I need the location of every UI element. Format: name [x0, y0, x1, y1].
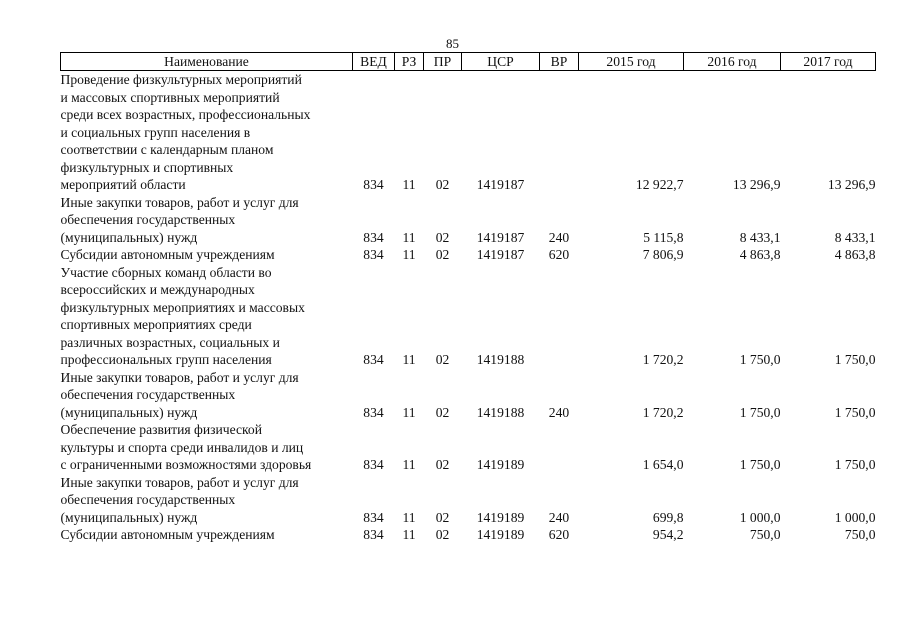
- name-line: (муниципальных) нужд: [60, 509, 198, 525]
- name-line: мероприятий области: [60, 177, 186, 192]
- cell-2016: 750,0: [749, 527, 781, 542]
- name-line: Субсидии автономным учреждениям: [60, 247, 275, 262]
- cell-2017: 8 433,1: [834, 229, 876, 245]
- cell-2016: 1 750,0: [739, 404, 781, 420]
- name-line: Проведение физкультурных мероприятий: [60, 72, 302, 87]
- cell-2016: 4 863,8: [739, 247, 781, 262]
- page-number: 85: [446, 36, 459, 51]
- header-ved: ВЕД: [353, 53, 395, 71]
- header-2015: 2015 год: [579, 53, 684, 71]
- cell-2016: 13 296,9: [732, 177, 781, 192]
- table-row: [61, 264, 876, 369]
- name-line: и социальных групп населения в: [60, 124, 251, 140]
- cell-2017: 1 750,0: [834, 352, 876, 367]
- cell-pr: 02: [435, 457, 450, 472]
- name-line: с ограниченными возможностями здоровья: [60, 457, 312, 472]
- row-name: [61, 71, 353, 194]
- cell-pr: 02: [435, 509, 450, 525]
- cell-rz: 11: [402, 247, 416, 262]
- cell-2016: 8 433,1: [739, 229, 781, 245]
- name-line: обеспечения государственных: [60, 212, 236, 227]
- cell-rz: 11: [402, 457, 416, 472]
- cell-2016: 1 750,0: [739, 457, 781, 472]
- cell-ved: 834: [363, 527, 384, 542]
- cell-vr: 240: [548, 404, 570, 420]
- cell-2015: 1 654,0: [642, 457, 684, 472]
- cell-rz: 11: [402, 229, 416, 245]
- cell-vr: 620: [548, 527, 570, 542]
- cell-2015: 7 806,9: [642, 247, 684, 262]
- cell-2015: 954,2: [652, 527, 684, 542]
- table-row: [61, 526, 876, 544]
- row-name: [61, 264, 353, 369]
- header-csr: ЦСР: [462, 53, 540, 71]
- name-line: Субсидии автономным учреждениям: [60, 527, 275, 542]
- name-line: спортивных мероприятиях среди: [60, 317, 252, 332]
- table-header-row: [61, 53, 876, 71]
- header-name: Наименование: [61, 53, 353, 71]
- header-2016: 2016 год: [684, 53, 781, 71]
- name-line: различных возрастных, социальных и: [60, 334, 280, 350]
- cell-rz: 11: [402, 527, 416, 542]
- name-line: профессиональных групп населения: [60, 352, 272, 367]
- cell-rz: 11: [402, 177, 416, 192]
- cell-2017: 4 863,8: [834, 247, 876, 262]
- cell-csr: 1419189: [476, 509, 525, 525]
- cell-vr: [540, 71, 579, 194]
- name-line: Иные закупки товаров, работ и услуг для: [60, 369, 299, 385]
- cell-2017: 1 750,0: [834, 457, 876, 472]
- cell-ved: 834: [363, 247, 384, 262]
- name-line: Обеспечение развития физической: [60, 422, 262, 437]
- cell-pr: 02: [435, 177, 450, 192]
- cell-ved: 834: [363, 457, 384, 472]
- cell-vr: [540, 264, 579, 369]
- name-line: Иные закупки товаров, работ и услуг для: [60, 194, 299, 210]
- cell-rz: 11: [402, 509, 416, 525]
- name-line: соответствии с календарным планом: [60, 142, 274, 157]
- cell-2015: 5 115,8: [643, 229, 684, 245]
- table-row: [61, 421, 876, 474]
- row-name: [61, 474, 353, 527]
- name-line: (муниципальных) нужд: [60, 404, 198, 420]
- cell-csr: 1419188: [476, 352, 525, 367]
- cell-2017: 13 296,9: [827, 177, 876, 192]
- cell-2017: 1 000,0: [834, 509, 876, 525]
- name-line: культуры и спорта среди инвалидов и лиц: [60, 439, 304, 455]
- cell-csr: 1419187: [476, 247, 525, 262]
- cell-2015: 1 720,2: [642, 404, 684, 420]
- header-rz: РЗ: [395, 53, 424, 71]
- name-line: обеспечения государственных: [60, 492, 236, 507]
- name-line: физкультурных и спортивных: [60, 159, 234, 175]
- name-line: Участие сборных команд области во: [60, 264, 272, 280]
- row-name: [61, 421, 353, 474]
- cell-vr: [540, 421, 579, 474]
- cell-vr: 240: [548, 229, 570, 245]
- header-2017: 2017 год: [781, 53, 876, 71]
- cell-csr: 1419189: [476, 457, 525, 472]
- cell-ved: 834: [363, 509, 384, 525]
- table-row: [61, 474, 876, 527]
- name-line: всероссийских и международных: [60, 282, 255, 297]
- cell-2015: 12 922,7: [635, 177, 684, 192]
- cell-csr: 1419188: [476, 404, 525, 420]
- name-line: среди всех возрастных, профессиональных: [60, 107, 311, 122]
- cell-csr: 1419187: [476, 229, 525, 245]
- table-row: [61, 71, 876, 194]
- cell-csr: 1419189: [476, 527, 525, 542]
- cell-pr: 02: [435, 229, 450, 245]
- cell-vr: 240: [548, 509, 570, 525]
- cell-pr: 02: [435, 352, 450, 367]
- name-line: физкультурных мероприятиях и массовых: [60, 299, 305, 315]
- cell-2016: 1 000,0: [739, 509, 781, 525]
- cell-ved: 834: [363, 177, 384, 192]
- cell-ved: 834: [363, 404, 384, 420]
- row-name: [61, 246, 353, 264]
- cell-2015: 1 720,2: [642, 352, 684, 367]
- table-row: [61, 246, 876, 264]
- name-line: Иные закупки товаров, работ и услуг для: [60, 474, 299, 490]
- header-vr: ВР: [540, 53, 579, 71]
- name-line: и массовых спортивных мероприятий: [60, 89, 280, 105]
- cell-rz: 11: [402, 352, 416, 367]
- cell-2015: 699,8: [652, 509, 684, 525]
- row-name: [61, 194, 353, 247]
- name-line: обеспечения государственных: [60, 387, 236, 402]
- cell-pr: 02: [435, 404, 450, 420]
- cell-2016: 1 750,0: [739, 352, 781, 367]
- cell-pr: 02: [435, 527, 450, 542]
- cell-vr: 620: [548, 247, 570, 262]
- name-line: (муниципальных) нужд: [60, 229, 198, 245]
- cell-csr: 1419187: [476, 177, 525, 192]
- cell-2017: 750,0: [844, 527, 876, 542]
- table-row: [61, 194, 876, 247]
- cell-ved: 834: [363, 352, 384, 367]
- budget-table: [60, 52, 876, 544]
- cell-ved: 834: [363, 229, 384, 245]
- table-row: [61, 369, 876, 422]
- row-name: [61, 526, 353, 544]
- cell-rz: 11: [402, 404, 416, 420]
- cell-2017: 1 750,0: [834, 404, 876, 420]
- cell-pr: 02: [435, 247, 450, 262]
- row-name: [61, 369, 353, 422]
- header-pr: ПР: [424, 53, 462, 71]
